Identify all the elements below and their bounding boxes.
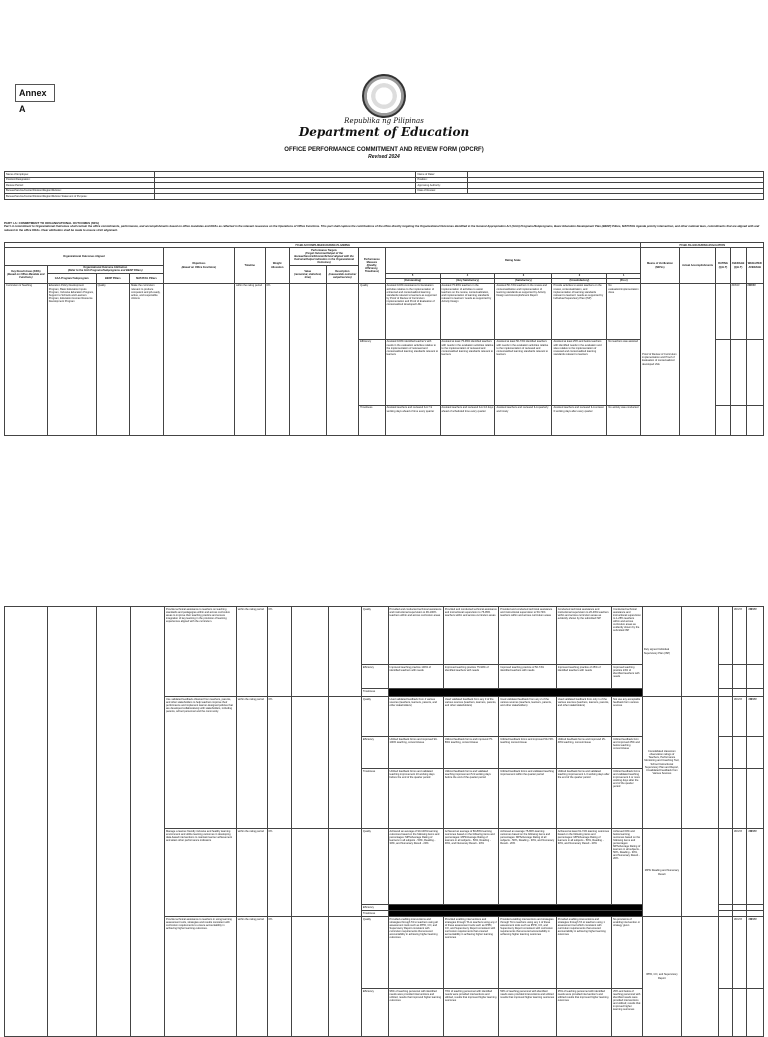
- blacked-out-cell: [388, 689, 642, 697]
- description-header: Description (measurable outcome/ output/service): [326, 265, 359, 283]
- scale-cell: Conducted technical assistance and instructional supervision to 26-49% teachers within and across curriculum areas as evidently shown by the submitted ISP: [556, 607, 611, 665]
- actual-cell[interactable]: [681, 607, 718, 697]
- gaa-cell: Education Policy Development Program, Basic Education Inputs Program, Inclusive Education Program, Support to Schools and Learners Program, Education Human Resource Development Program: [47, 283, 96, 435]
- scale-cell: No provisions of enabling intervention or strategy given: [612, 917, 643, 989]
- actual-cell[interactable]: [679, 283, 716, 435]
- info-label: Position:: [416, 177, 468, 183]
- measure-cell: Timeliness: [361, 689, 388, 697]
- rating-cell[interactable]: [718, 697, 732, 737]
- timeline-cell: within the rating period: [236, 917, 267, 1037]
- org-outcomes-header: Organizational Outcomes Aligned: [5, 248, 164, 265]
- rating-cell[interactable]: [718, 689, 732, 697]
- scale-cell: No activity was conducted: [607, 405, 641, 435]
- scale-2: 2: [552, 273, 607, 278]
- measure-cell: Quality: [361, 917, 388, 989]
- scale-cell: Utilized feedback forms and validated teaching improvement 4 or more working days after the end of the quarter period: [612, 769, 643, 829]
- mov-cell: MPS/ Reading and Numeracy Result: [642, 829, 681, 917]
- rating-cell[interactable]: [718, 737, 732, 769]
- mov-cell: IPPD, CO, and Supervisory Report: [642, 917, 681, 1037]
- timeline-cell: within the rating period: [236, 697, 267, 829]
- evaluation-banner: TO BE FILLED DURING EVALUATION: [641, 243, 764, 248]
- scale-cell: Utilized feedback forms and validated teaching improvement 5-9 working days before the end of the quarter period: [443, 769, 498, 829]
- description-cell[interactable]: [326, 283, 359, 435]
- table-row: [5, 607, 764, 665]
- info-label: Date of Review:: [416, 188, 468, 194]
- measure-cell: Timeliness: [361, 911, 388, 917]
- scale-3-label: (Satisfactory): [495, 278, 552, 283]
- actual-cell[interactable]: [681, 697, 718, 829]
- scale-cell: Used validated feedback from 4 various sources (teachers, learners, parents, and other stakeholders): [388, 697, 443, 737]
- rating-cell[interactable]: [718, 665, 732, 689]
- scale-cell: Assisted 100% Assistance for Evaluation activities relative to the implementation of enhanced and contextualized learning standards relevant to learners as supported by Proof of Review of Curriculum implementation and Proof of Evaluation of contextualized developed LMs: [385, 283, 440, 339]
- objective-cell: Manage a learner-friendly inclusive and healthy learning environment and utilize learning outcomes in developing data-based interventions to maintain learner achievement and attain other performance indicators: [164, 829, 236, 917]
- objective-cell: [163, 283, 234, 435]
- measure-cell: Timeliness: [359, 405, 385, 435]
- scale-cell: Utilized feedback forms and validated teaching improvement 1-3 working days after the end of the quarter period: [556, 769, 611, 829]
- scale-4: 4: [440, 273, 495, 278]
- scale-4-label: (Very Satisfactory): [440, 278, 495, 283]
- value-cell[interactable]: [289, 283, 326, 435]
- value-header: Value (numerical, statistical, time): [289, 265, 326, 283]
- weighted-cell: [746, 405, 763, 435]
- measure-cell: Efficiency: [359, 339, 385, 405]
- scale-cell: Assisted at least 75-99% identified teachers with needs in the evaluation activities relative to the implementation of reviewed and contextualized learning standards relevant to learners: [440, 339, 495, 405]
- value-cell[interactable]: [292, 607, 329, 697]
- rating-header: RATING (Q.E.T): [716, 248, 730, 284]
- actual-header: Actual Accomplishments: [679, 248, 716, 284]
- timeline-header: Timeline: [234, 248, 265, 284]
- weighted-cell: [747, 665, 764, 689]
- scale-cell: Assisted teachers and reviewed ILA 7-9 working days ahead of time every quarter: [385, 405, 440, 435]
- value-cell[interactable]: [292, 697, 329, 829]
- weight-cell: 0%: [267, 697, 292, 829]
- department-title: Department of Education: [298, 125, 470, 139]
- opcrf-table-page1: [4, 242, 764, 436]
- average-cell: [733, 737, 747, 769]
- part-description: Part I-A commitment to Organizational Outcomes shall contain the office commitments, performance, and accomplishments based on office mandates and KRAs as reflected in the relevant issuances on the Operations of Office Functions. This part shall capture the contributions of the office directly targeting the Organizational Outcomes identified in the General Appropriation Act (GAA) Programs/Subprograms, Basic Education Development Plan (BEDP) Pillars, MATATAG Agenda priority intervention, and other national laws, commitments that are aligned with and relevant to the office KRAs. Clear attribution shall be made to ensure strict alignment.: [4, 224, 760, 232]
- form-title: OFFICE PERFORMANCE COMMITMENT AND REVIEW FORM (OPCRF): [284, 147, 484, 153]
- matatag-cell: [131, 607, 165, 1037]
- scale-cell: No teachers was assisted: [607, 339, 641, 405]
- scale-cell: Used validated feedback from any 2 of the various sources (teachers, learners, parents, and other stakeholders): [499, 697, 556, 737]
- scale-2-label: (Unsatisfactory): [552, 278, 607, 283]
- scale-cell: Assisted 100% identified teacher's with needs in the evaluation activities relative to the implementation of reviewed and contextualized learning standards relevant to learners: [385, 339, 440, 405]
- info-label: Bureau/Service/Center/Division/Region/Division:: [5, 188, 155, 194]
- average-cell: #DIV/0!: [733, 697, 747, 737]
- revised-label: Revised 2024: [368, 154, 400, 160]
- weight-cell: 0%: [267, 917, 292, 1037]
- average-cell: [733, 989, 747, 1037]
- info-label: Position/Designation:: [5, 177, 155, 183]
- scale-5: 5: [385, 273, 440, 278]
- info-value[interactable]: [154, 194, 763, 200]
- average-cell: [730, 405, 746, 435]
- timeline-cell: within the rating period: [236, 607, 267, 697]
- average-cell: #DIV/0!: [733, 917, 747, 989]
- scale-cell: Conducted technical assistance and instructional supervision to 1-25% teachers within and across curriculum areas as evidently shown by the submitted ISP: [612, 607, 643, 665]
- weight-cell: 0%: [267, 607, 292, 697]
- timeline-cell: within the rating period: [236, 829, 267, 917]
- scale-3: 3: [495, 273, 552, 278]
- average-cell: [733, 665, 747, 689]
- rating-cell[interactable]: [716, 339, 730, 405]
- gaa-header: GAA Program/ Subprogram: [47, 273, 96, 283]
- scale-cell: Used validated feedback from only 1 of the various sources (teachers, learners, parents, and other stakeholders): [556, 697, 611, 737]
- scale-cell: Provided enabling interventions and strategies through TA to teachers using any 2 of these assessment tools such as IPPD, CO, and Supervisory Report consistent with curriculum requirements that ensured accountability in achieving higher learning outcomes: [443, 917, 498, 989]
- scale-cell: 76% of teaching personnel with identified needs were provided interventions and utilized, results that improved higher learning outcomes: [443, 989, 498, 1037]
- mov-cell: Duly signed Individual Supervisory Plan (ISP): [642, 607, 681, 697]
- average-cell: [733, 689, 747, 697]
- objective-cell: Provide technical assistance to teachers in using learning assessment tools, strategies and results consistent with curriculum requirements to ensure accountability in achieving higher learning outcomes.: [164, 917, 236, 1037]
- opcrf-table-page2: [4, 606, 764, 1037]
- mov-cell: Consolidated classroom observation ratings of Teachers, Performance Monitoring and Coaching Tool, School Instructional Supervisory Plan and Report, Unvalidated Feedback from Various Sources: [642, 697, 681, 829]
- republic-text: Republika ng Pilipinas: [344, 117, 424, 125]
- measure-cell: Efficiency: [361, 737, 388, 769]
- scale-cell: Achieved an average 75-80% learning outcomes based on the following items and percentages: MPS/Average Rating of all subjects - 50%, Reading - 30%, and Numeracy Result - 20%: [499, 829, 556, 905]
- rating-cell[interactable]: [718, 917, 732, 989]
- scale-cell: Utilized feedback forms and improved 75-89% teaching, concern/issue: [443, 737, 498, 769]
- part-title: PART I-A: COMMITMENT TO ORGANIZATIONAL OUTCOMES (60%): [4, 221, 99, 225]
- weighted-cell: #DIV/0!: [746, 283, 763, 339]
- description-cell[interactable]: [329, 607, 362, 697]
- scale-cell: 25% and below of teaching personnel with identified needs were provided interventions and utilized; results that improved higher learning outcomes: [612, 989, 643, 1037]
- scale-cell: Improved teaching practice of 25% of identified teachers with needs: [556, 665, 611, 689]
- scale-cell: Achieved 60% and below learning outcomes based on the following items and percentages: MPS/Average Rating of learners in all subjects - 50%, Reading - 30%, and Numeracy Result - 20%: [612, 829, 643, 905]
- rating-cell[interactable]: [716, 283, 730, 339]
- measure-cell: Quality: [359, 283, 385, 339]
- average-cell: [733, 769, 747, 829]
- timeline-cell: within the rating period: [234, 283, 265, 435]
- rating-cell[interactable]: [718, 607, 732, 665]
- planning-banner: TO BE ACCOMPLISHED DURING PLANNING: [5, 243, 641, 248]
- targets-header: Performance Targets (Target Outcome/Output of the Bureau/Service/Division/School aligned with the Outcome/Output indicators in the Organizational Outcomes): [289, 248, 358, 265]
- scale-cell: Utilized feedback forms and validated teaching improvement within the quarter period: [499, 769, 556, 829]
- scale-cell: Improved teaching practice 75-99% of identified teachers with needs: [443, 665, 498, 689]
- scale-cell: 50% of teaching personnel with identified needs were provided interventions and utilized results that improved higher learning outcomes: [499, 989, 556, 1037]
- scale-cell: Utilized feedback form and improved 25% and below teaching concern/issue: [612, 737, 643, 769]
- objective-cell: Use validated feedback obtained from teachers, parents, and other stakeholders to help teachers improve their performance and implement learner-designed policies that are developed collaboratively with stakeholders, including parents, school personnel and the community.: [164, 697, 236, 829]
- info-label: Name of Rater:: [416, 172, 468, 178]
- kra-header: Key Result Areas (KRA) (Based on Office Mandate and Functions): [5, 265, 48, 283]
- weight-cell: 0%: [267, 829, 292, 917]
- average-cell: #DIV/0!: [733, 607, 747, 665]
- weight-cell: 0%: [265, 283, 289, 435]
- matatag-header: MATATAG Pillars: [130, 273, 164, 283]
- scale-cell: Utilized feedback forms and improved 25-49% teaching, concern/issue: [556, 737, 611, 769]
- weighted-cell: [747, 989, 764, 1037]
- scale-1-label: (Poor): [607, 278, 641, 283]
- scale-cell: Assisted 50-74% teachers in the review and contextualization and implementation of learning standards as supported by Activity Design and Accomplishment Report: [495, 283, 552, 339]
- scale-cell: Provided enabling interventions and strategies through TA to teachers using all assessment tools such as IPPD, CO, and Supervisory Report consistent with curriculum requirements that ensured accountability in achieving higher learning outcomes: [388, 917, 443, 989]
- scale-cell: Not use any acceptable feedback form various sources: [612, 697, 643, 737]
- average-cell: [730, 339, 746, 405]
- bedp-cell: Quality: [96, 283, 130, 435]
- measure-header: Performance Measure (Quality, Efficiency, Timeliness): [359, 248, 385, 284]
- scale-cell: Assisted at least 25% and below teachers with identified needs in the evaluation and sites relative to the implementation of reviewed and contextualized learning standards relevant to learners: [552, 339, 607, 405]
- measure-cell: Timeliness: [361, 769, 388, 829]
- scale-cell: 25% of teaching personnel with identified needs were provided intervention's and utilized results that improved higher learning outcomes: [556, 989, 611, 1037]
- description-cell[interactable]: [329, 829, 362, 917]
- rating-cell[interactable]: [718, 989, 732, 1037]
- description-cell[interactable]: [329, 697, 362, 829]
- scale-cell: Assisted teachers and reviewed ILA 3-6 days ahead of scheduled time every quarter: [440, 405, 495, 435]
- scale-cell: Improved teaching practice 100% of identified teachers with needs: [388, 665, 443, 689]
- gaa-cell: [48, 607, 97, 1037]
- kra-cell: Curriculum & Teaching: [5, 283, 48, 435]
- actual-cell[interactable]: [681, 917, 718, 1037]
- mov-header: Means of Verification (MOVs): [641, 248, 680, 284]
- scale-cell: Assisted teachers and reviewed ILA at least 6 working days after every quarter: [552, 405, 607, 435]
- average-cell: #DIV/0!: [730, 283, 746, 339]
- measure-cell: Quality: [361, 697, 388, 737]
- scale-1: 1: [607, 273, 641, 278]
- actual-cell[interactable]: [681, 829, 718, 917]
- mov-cell: Proof of Review of Curriculum implementation and Proof of Evaluation of contextualized developed LMs: [641, 283, 680, 435]
- measure-cell: Efficiency: [361, 989, 388, 1037]
- average-header: AVERAGE (Q.E.T): [730, 248, 746, 284]
- scale-cell: Improved teaching practice 24% of identified teachers with needs: [612, 665, 643, 689]
- weighted-cell: [747, 737, 764, 769]
- scale-cell: Provided and conducted technical assistance and instructional supervision to 75-95% teachers within and across curriculum areas: [443, 607, 498, 665]
- scale-cell: Provided enabling interventions and strategies through TA to teachers using any 1 of these assessment tools such as IPPD, CO, and Supervisory Report consistent with curriculum requirements that ensured accountability in achieving higher learning outcomes: [499, 917, 556, 989]
- scale-5-label: (Outstanding): [385, 278, 440, 283]
- weight-header: Weight Allocation: [265, 248, 289, 284]
- scale-cell: Achieved at least 61-74% learning outcomes based on the following items and percentages: MPS/Average Rating of learners in all subjects - 50%, Reading - 30%, and Numeracy Result - 20%: [556, 829, 611, 905]
- value-cell[interactable]: [292, 829, 329, 917]
- info-label: Approving Authority:: [416, 183, 468, 189]
- measure-cell: Quality: [361, 829, 388, 905]
- weighted-header: WEIGHTED AVERAGE: [746, 248, 763, 284]
- rating-cell[interactable]: [718, 769, 732, 829]
- weighted-cell: [747, 769, 764, 829]
- measure-cell: Quality: [361, 607, 388, 665]
- rating-cell[interactable]: [718, 829, 732, 905]
- scale-cell: Utilized feedback forms and improved 50-74% teaching concern/issue: [499, 737, 556, 769]
- bedp-header: BEDP Pillars: [96, 273, 130, 283]
- measure-cell: Efficiency: [361, 905, 388, 911]
- scale-cell: Provide activities to assist teachers on the review, contextualization, and implementation of learning standards relevant to learners' needs as supported by Individual Supervisory Plan (ISP): [552, 283, 607, 339]
- rating-cell[interactable]: [716, 405, 730, 435]
- scale-cell: Achieved an average of 80-89% learning outcomes based on the following items and percentages: MPS/Average Rating of learners in all subjects - 50%, Reading - 30%, and Numeracy Result - 20%: [443, 829, 498, 905]
- weighted-cell: #DIV/0!: [747, 917, 764, 989]
- scale-cell: Assisted 75-99% teachers in the implementation of activities to assist teachers on the review, contextualization, and implementation of learning standards relevant to learners' needs as supported by Activity Design: [440, 283, 495, 339]
- description-cell[interactable]: [329, 917, 362, 1037]
- scale-cell: Utilized feedback forms and improved 90-100% teaching, concern/issue: [388, 737, 443, 769]
- weighted-cell: #DIV/0!: [747, 697, 764, 737]
- scale-cell: 96% of teaching personnel with identified needs were provided interventions and utilized, results that improved higher learning outcomes: [388, 989, 443, 1037]
- scale-cell: Assisted at least 50-74% identified teachers with needs in the evaluation activities relative to the implementation of reviewed and contextualized learning standards relevant to learners: [495, 339, 552, 405]
- objective-cell: Provide technical assistance to teachers on teaching standards and pedagogies within and across curriculum areas to improve their teaching practice and ensure integration of key learning in the provision of learning experiences aligned with the curriculum.: [164, 607, 236, 697]
- measure-cell: Efficiency: [361, 665, 388, 689]
- scale-cell: Provided and conducted technical assistance and instructional supervision to 50-74% teachers within and across curriculum areas: [499, 607, 556, 665]
- info-label: Review Period:: [5, 183, 155, 189]
- scale-cell: Used validated feedback from any 3 of the various sources (teachers, learners, parents, and other stakeholders): [443, 697, 498, 737]
- scale-cell: Provided and conducted technical assistance and instructional supervision to 96-100% teachers within and across curriculum areas: [388, 607, 443, 665]
- deped-seal-icon: [362, 74, 406, 118]
- oo-attribution-header: Organizational Outcome Attribution (Refer to the GAA Programs/Subprograms and BEDP Pillars): [47, 265, 163, 273]
- table-row: [5, 283, 764, 339]
- rating-scale-header: Rating Scale: [385, 248, 641, 274]
- weighted-cell: #DIV/0!: [747, 829, 764, 905]
- info-label: Bureau/Service/Center/Division/Region/Division Statement of Purpose:: [5, 194, 155, 200]
- weighted-cell: [746, 339, 763, 405]
- value-cell[interactable]: [292, 917, 329, 1037]
- scale-cell: Assisted teachers and reviewed ILA quarterly and timely: [495, 405, 552, 435]
- objectives-header: Objectives (Based on Office Functions): [163, 248, 234, 284]
- weighted-cell: [747, 689, 764, 697]
- kra-cell: [5, 607, 48, 1037]
- info-label: Name of Employee:: [5, 172, 155, 178]
- scale-cell: No evaluation/implementation done: [607, 283, 641, 339]
- average-cell: #DIV/0!: [733, 829, 747, 905]
- scale-cell: Provided enabling interventions and strategies through TA to teachers using 1 assessment tool which consistent with curriculum requirements that ensured accountability in achieving higher learning outcomes: [556, 917, 611, 989]
- weighted-cell: #DIV/0!: [747, 607, 764, 665]
- part-ia-section: [4, 222, 764, 232]
- scale-cell: Utilized feedback forms and validated teaching improvement 10 working days before the end of the quarter period: [388, 769, 443, 829]
- employee-info-table: [4, 171, 764, 200]
- scale-cell: Achieved an average of 90-100% learning outcomes based on the following items and percentages: MPS/Average Rating of learners in all subjects - 50%, Reading - 30%, and Numeracy Result - 20%: [388, 829, 443, 905]
- annex-label: Annex A: [15, 84, 55, 102]
- bedp-cell: [97, 607, 131, 1037]
- matatag-cell: Make the curriculum relevant to produce competent and job-ready, active, and responsible citizens: [130, 283, 164, 435]
- scale-cell: Improved teaching practice of 50-74% identified teachers with needs: [499, 665, 556, 689]
